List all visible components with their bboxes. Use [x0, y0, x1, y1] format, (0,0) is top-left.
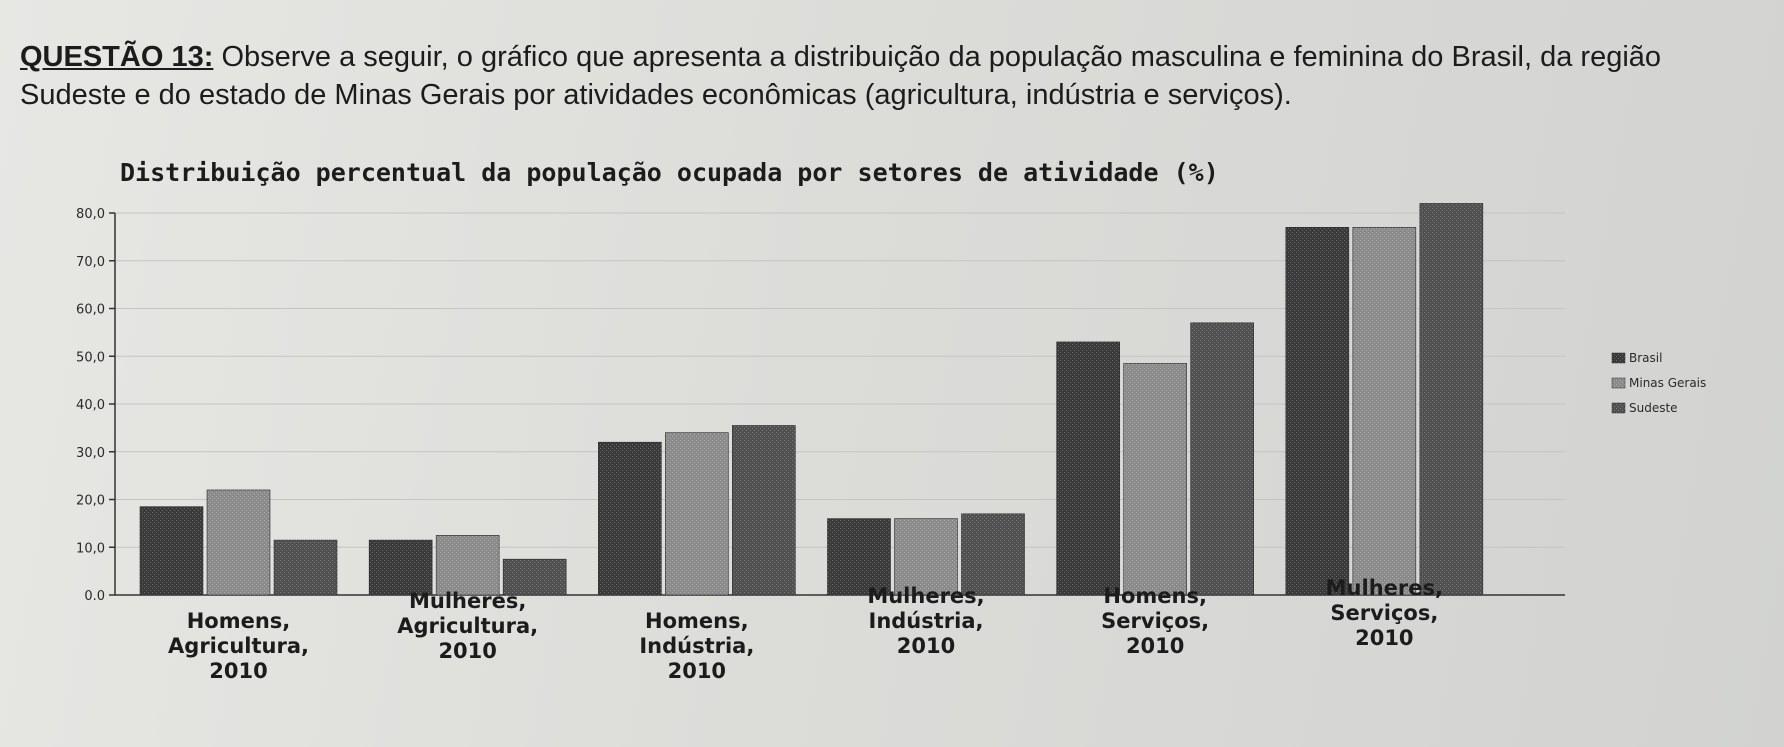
- bar-minas-gerais: [1353, 227, 1416, 595]
- category-label-line: Homens,: [1103, 584, 1207, 608]
- category-label-line: Agricultura,: [168, 634, 309, 658]
- legend-swatch: [1612, 403, 1625, 413]
- bar-sudeste: [274, 540, 337, 595]
- category-label-line: Mulheres,: [1325, 576, 1443, 600]
- bar-minas-gerais: [436, 535, 499, 595]
- category-label-line: Indústria,: [868, 609, 984, 633]
- legend-label: Minas Gerais: [1629, 376, 1707, 390]
- category-label: [639, 609, 754, 683]
- bar-brasil: [1286, 227, 1349, 595]
- bar-sudeste: [1420, 203, 1483, 595]
- category-label-line: 2010: [438, 639, 497, 663]
- y-tick-label: 60,0: [76, 302, 105, 318]
- category-label-line: Agricultura,: [397, 614, 539, 638]
- bar-minas-gerais: [207, 490, 270, 595]
- category-label: [1326, 576, 1443, 650]
- legend-label: Brasil: [1629, 351, 1663, 365]
- category-label: [397, 589, 538, 663]
- category-label-line: Mulheres,: [867, 584, 985, 608]
- category-label-line: 2010: [667, 659, 727, 683]
- question-label: QUESTÃO 13:: [20, 41, 214, 73]
- y-tick-label: 70,0: [76, 254, 105, 270]
- category-label: [867, 584, 984, 658]
- category-label: [168, 609, 309, 683]
- chart-title: Distribuição percentual da população ocupada por setores de atividade (%): [120, 158, 1219, 187]
- y-tick-label: 20,0: [76, 493, 105, 509]
- y-tick-label: 30,0: [76, 445, 105, 461]
- category-label-line: Indústria,: [639, 634, 755, 658]
- category-label-line: Mulheres,: [409, 589, 527, 613]
- category-label-line: Serviços,: [1330, 601, 1439, 625]
- category-label-line: Homens,: [645, 609, 749, 633]
- bar-minas-gerais: [665, 433, 728, 595]
- question-text: Observe a seguir, o gráfico que apresenta a distribuição da população masculina e feminina do Brasil, da região Sudeste e do estado de Minas Gerais por atividades econômicas (agricultura, indústria e serviços).: [20, 41, 1662, 111]
- y-tick-label: 10,0: [76, 541, 105, 557]
- category-label: [1101, 584, 1209, 658]
- y-tick-label: 40,0: [76, 398, 105, 413]
- legend-swatch: [1612, 353, 1625, 363]
- category-label-line: 2010: [1355, 626, 1414, 650]
- category-label-line: Serviços,: [1101, 609, 1210, 633]
- category-label-line: Homens,: [186, 609, 291, 633]
- category-label-line: 2010: [209, 659, 268, 683]
- bar-brasil: [598, 442, 661, 595]
- bar-sudeste: [1191, 323, 1254, 595]
- bar-sudeste: [732, 425, 795, 595]
- legend-swatch: [1612, 378, 1625, 388]
- category-label-line: 2010: [1125, 634, 1185, 658]
- y-tick-label: 50,0: [76, 350, 105, 366]
- y-tick-label: 80,0: [76, 207, 105, 222]
- y-tick-label: 0.0: [84, 589, 105, 604]
- legend-label: Sudeste: [1629, 401, 1678, 415]
- bar-brasil: [140, 507, 203, 595]
- bars: [140, 203, 1483, 595]
- bar-brasil: [369, 540, 432, 595]
- legend: [1612, 351, 1706, 415]
- bar-minas-gerais: [1124, 363, 1187, 595]
- bar-brasil: [1057, 342, 1120, 595]
- bar-sudeste: [962, 514, 1025, 595]
- category-label-line: 2010: [896, 634, 956, 658]
